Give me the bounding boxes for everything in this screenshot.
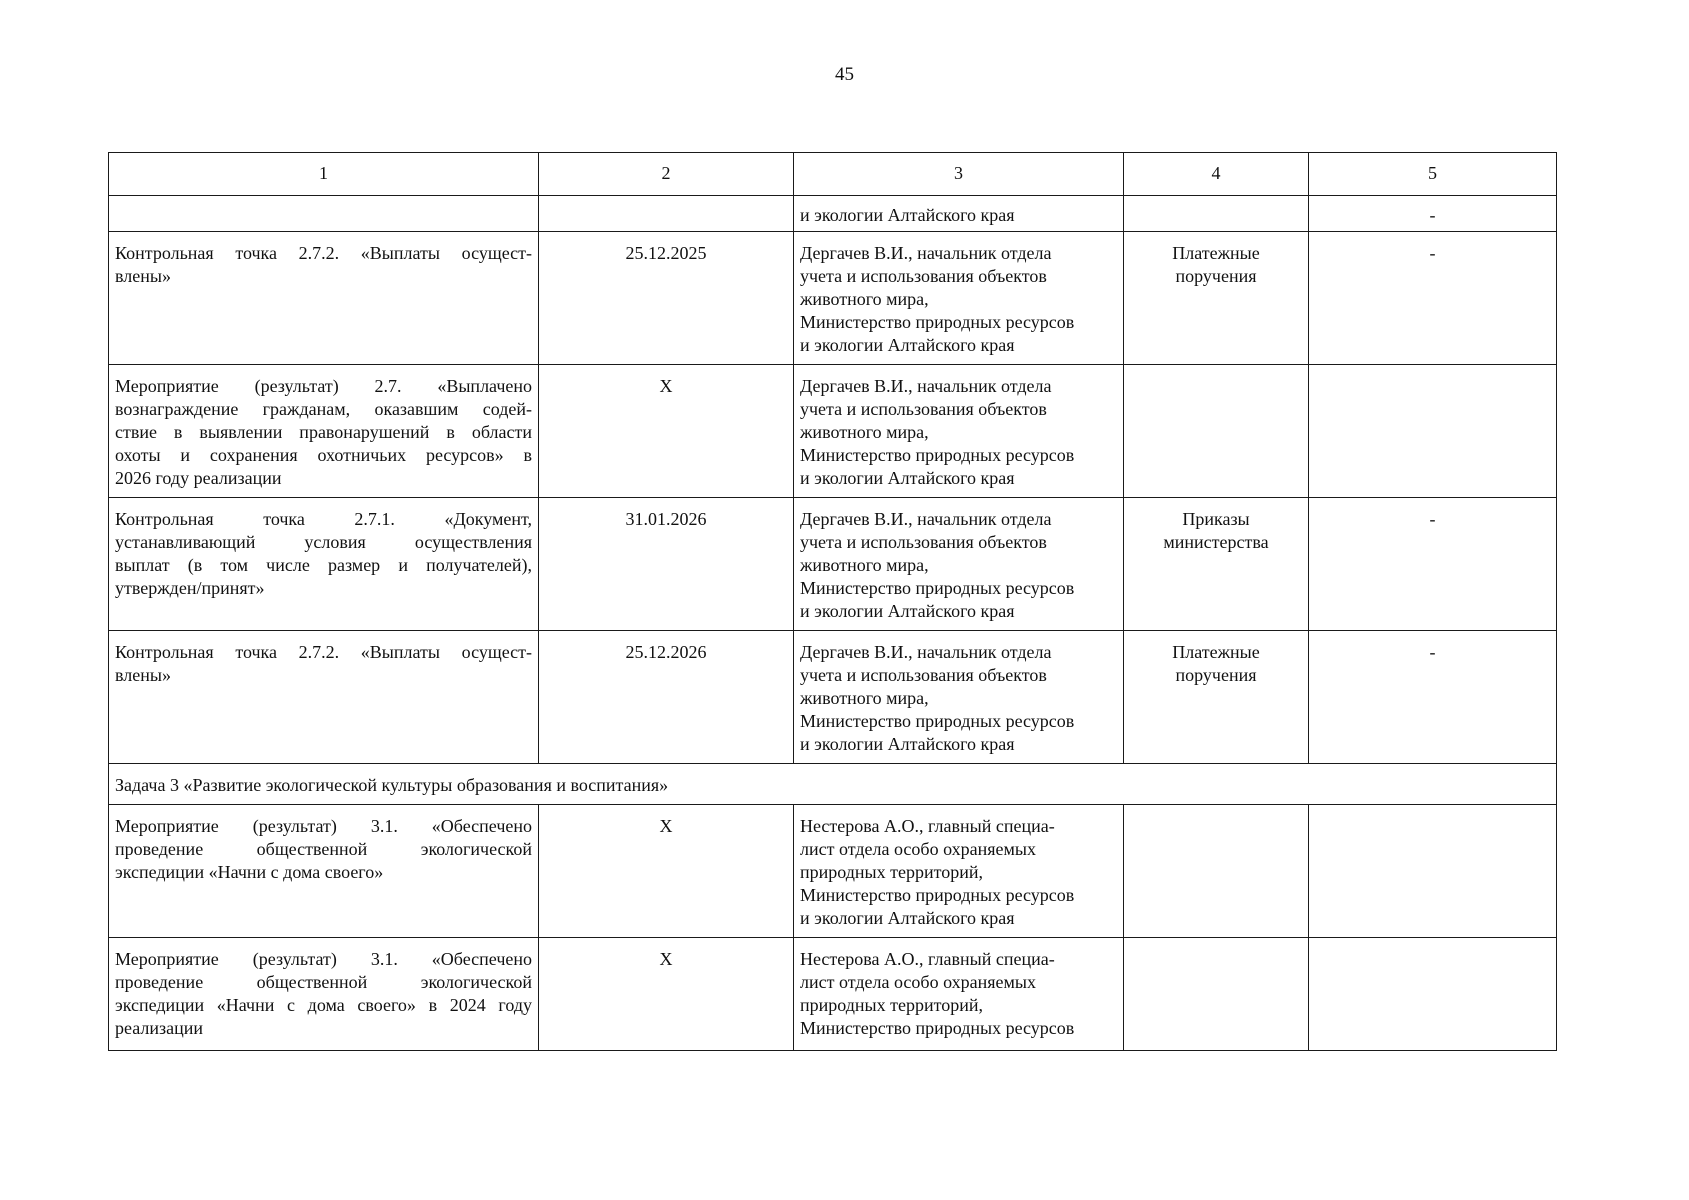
cell-line: реализации: [115, 1018, 203, 1038]
cell-line: охоты и сохранения охотничьих ресурсов» в: [115, 445, 532, 465]
cell-line: экспедиции «Начни с дома своего»: [115, 862, 384, 882]
header-row: [109, 153, 1557, 196]
cell-line: учета и использования объектов: [800, 399, 1047, 419]
cell-line: и экологии Алтайского края: [800, 468, 1015, 488]
table-row: [109, 232, 1557, 365]
table-row: [109, 631, 1557, 764]
cell-line: и экологии Алтайского края: [800, 908, 1015, 928]
cell-event: [109, 805, 539, 938]
cell-document: [1124, 232, 1309, 365]
cell-line: животного мира,: [800, 422, 929, 442]
cell-note: -: [1309, 498, 1557, 631]
cell-line: Министерство природных ресурсов: [800, 312, 1075, 332]
cell-note: [1309, 365, 1557, 498]
cell-responsible: [794, 805, 1124, 938]
cell-line: влены»: [115, 665, 171, 685]
cell-line: Контрольная точка 2.7.1. «Документ,: [115, 509, 532, 529]
cell-line: и экологии Алтайского края: [800, 335, 1015, 355]
column-header: 5: [1309, 153, 1557, 196]
cell-date: Х: [539, 805, 794, 938]
cell-line: Министерство природных ресурсов: [800, 578, 1075, 598]
cell-line: Приказы: [1182, 509, 1250, 529]
column-header: 4: [1124, 153, 1309, 196]
cell-date: Х: [539, 938, 794, 1051]
cell-note: -: [1309, 631, 1557, 764]
cell-line: выплат (в том числе размер и получателей),: [115, 555, 532, 575]
cell-responsible: [794, 498, 1124, 631]
cell-line: вознаграждение гражданам, оказавшим содей-: [115, 399, 532, 419]
column-header: 1: [109, 153, 539, 196]
cell-line: проведение общественной экологической: [115, 839, 532, 859]
cell-responsible: [794, 365, 1124, 498]
cell-line: Дергачев В.И., начальник отдела: [800, 642, 1052, 662]
cell-date: 25.12.2026: [539, 631, 794, 764]
cell-line: Мероприятие (результат) 2.7. «Выплачено: [115, 376, 532, 396]
cell-line: влены»: [115, 266, 171, 286]
table-row: [109, 938, 1557, 1051]
cell-event: [109, 631, 539, 764]
cell-line: экспедиции «Начни с дома своего» в 2024 году: [115, 995, 532, 1015]
cell-document: [1124, 631, 1309, 764]
cell-line: животного мира,: [800, 289, 929, 309]
cell-event: [109, 232, 539, 365]
cell-line: Нестерова А.О., главный специа-: [800, 816, 1055, 836]
cell-document: [1124, 365, 1309, 498]
cell-line: 2026 году реализации: [115, 468, 282, 488]
cell-line: Контрольная точка 2.7.2. «Выплаты осущест-: [115, 243, 532, 263]
cell-date: [539, 196, 794, 232]
cell-line: Министерство природных ресурсов: [800, 445, 1075, 465]
cell-date: 25.12.2025: [539, 232, 794, 365]
cell-line: Дергачев В.И., начальник отдела: [800, 376, 1052, 396]
page-number: 45: [835, 64, 854, 85]
cell-line: Министерство природных ресурсов: [800, 1018, 1075, 1038]
cell-responsible: и экологии Алтайского края: [794, 196, 1124, 232]
cell-document: [1124, 805, 1309, 938]
task-row: [109, 764, 1557, 805]
cell-line: Платежные: [1172, 642, 1260, 662]
cell-document: [1124, 938, 1309, 1051]
cell-line: Мероприятие (результат) 3.1. «Обеспечено: [115, 949, 532, 969]
cell-line: проведение общественной экологической: [115, 972, 532, 992]
plan-table: [108, 152, 1557, 1051]
cell-responsible: [794, 938, 1124, 1051]
cell-note: -: [1309, 232, 1557, 365]
cell-event: [109, 938, 539, 1051]
cell-responsible: [794, 232, 1124, 365]
cell-line: и экологии Алтайского края: [800, 734, 1015, 754]
cell-line: животного мира,: [800, 555, 929, 575]
cell-document: [1124, 498, 1309, 631]
cell-line: Контрольная точка 2.7.2. «Выплаты осущест-: [115, 642, 532, 662]
cell-line: Платежные: [1172, 243, 1260, 263]
cell-line: животного мира,: [800, 688, 929, 708]
cell-line: Министерство природных ресурсов: [800, 885, 1075, 905]
cell-date: 31.01.2026: [539, 498, 794, 631]
continuation-row: [109, 196, 1557, 232]
cell-responsible: [794, 631, 1124, 764]
cell-line: утвержден/принят»: [115, 578, 265, 598]
cell-line: поручения: [1175, 665, 1257, 685]
cell-document: [1124, 196, 1309, 232]
cell-line: ствие в выявлении правонарушений в области: [115, 422, 532, 442]
cell-line: природных территорий,: [800, 862, 984, 882]
cell-event: [109, 498, 539, 631]
table-row: [109, 805, 1557, 938]
cell-line: учета и использования объектов: [800, 532, 1047, 552]
cell-line: учета и использования объектов: [800, 665, 1047, 685]
cell-line: министерства: [1163, 532, 1269, 552]
cell-line: поручения: [1175, 266, 1257, 286]
cell-event: [109, 196, 539, 232]
cell-line: лист отдела особо охраняемых: [800, 972, 1037, 992]
table-row: [109, 365, 1557, 498]
task-title: Задача 3 «Развитие экологической культуры образования и воспитания»: [109, 764, 1557, 805]
cell-date: Х: [539, 365, 794, 498]
cell-note: [1309, 805, 1557, 938]
cell-note: [1309, 938, 1557, 1051]
cell-line: лист отдела особо охраняемых: [800, 839, 1037, 859]
cell-line: Министерство природных ресурсов: [800, 711, 1075, 731]
cell-line: устанавливающий условия осуществления: [115, 532, 532, 552]
cell-event: [109, 365, 539, 498]
cell-line: учета и использования объектов: [800, 266, 1047, 286]
cell-note: -: [1309, 196, 1557, 232]
cell-line: Дергачев В.И., начальник отдела: [800, 243, 1052, 263]
cell-line: Дергачев В.И., начальник отдела: [800, 509, 1052, 529]
table-row: [109, 498, 1557, 631]
column-header: 2: [539, 153, 794, 196]
cell-line: и экологии Алтайского края: [800, 601, 1015, 621]
cell-line: Нестерова А.О., главный специа-: [800, 949, 1055, 969]
cell-line: Мероприятие (результат) 3.1. «Обеспечено: [115, 816, 532, 836]
column-header: 3: [794, 153, 1124, 196]
cell-line: природных территорий,: [800, 995, 984, 1015]
